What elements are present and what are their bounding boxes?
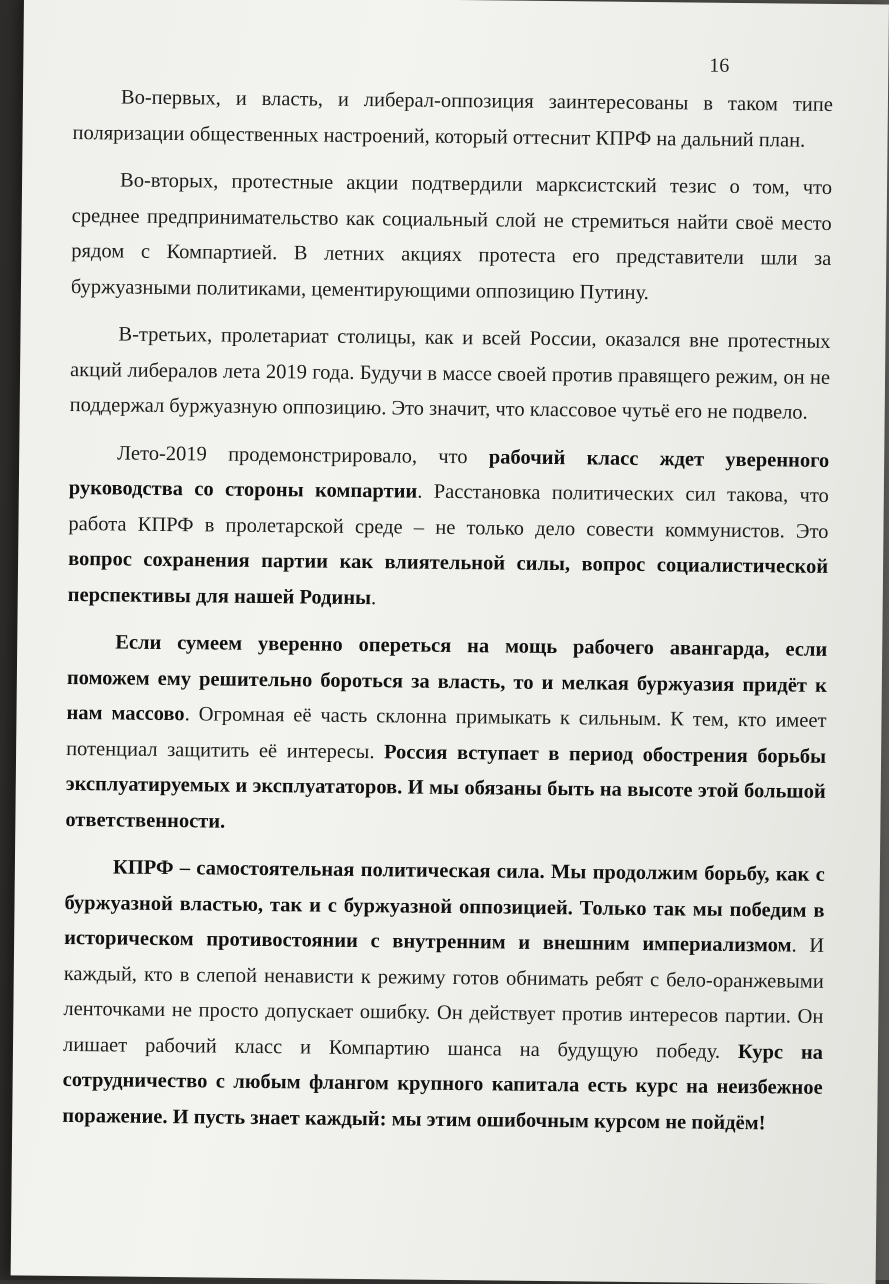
- paragraph-4-text-b: . Расстановка политических сил такова, что работа КПРФ в пролетарской среде – не только дело совести коммунистов. Это: [68, 480, 829, 543]
- paragraph-2-text: Во-вторых, протестные акции подтвердили марксистский тезис о том, что среднее предпринимательство как социальный слой не стремиться найти своё место рядом с Компартией. В летних акциях протеста его представители шли за буржуазными политиками, цементирующими оппозицию Путину.: [70, 169, 833, 304]
- paragraph-6-emphasis-a: КПРФ – самостоятельная политическая сила. Мы продолжим борьбу, как с буржуазной властью, так и с буржуазной оппозицией. Только так мы победим в историческом противостоянии с внутренним и внешним империализмом: [64, 856, 825, 957]
- paragraph-5-emphasis-a: Если сумеем уверенно опереться на мощь рабочего авангарда, если поможем ему решительно бороться за власть, то и мелкая буржуазия придёт к нам массово: [66, 631, 828, 726]
- page-number: 16: [709, 54, 730, 77]
- paragraph-4: [68, 435, 830, 620]
- paragraph-6-text-a: . И каждый, кто в слепой ненависти к режиму готов обнимать ребят с бело-оранжевыми ленточками не просто допускает ошибку. Он действует против интересов партии. Он лишает рабочий класс и Компартию шанса на будущую победу.: [62, 934, 825, 1063]
- document-page: [11, 0, 889, 1284]
- paragraph-6-emphasis-b: Курс на сотрудничество с любым флангом крупного капитала есть курс на неизбежное поражение. И пусть знает каждый: мы этим ошибочным курсом не пойдём!: [62, 1040, 824, 1134]
- paragraph-4-emphasis-a: рабочий класс ждет уверенного руководства со стороны компартии: [68, 445, 830, 503]
- paragraph-3-text: В-третьих, пролетариат столицы, как и всей России, оказался вне протестных акций либералов лета 2019 года. Будучи в массе своей против правящего режим, он не поддержал буржуазную оппозицию. Это значит, что классовое чутьё его не подвело.: [69, 323, 831, 424]
- paragraph-4-text-c: .: [371, 586, 377, 609]
- paragraph-3: [70, 317, 831, 431]
- paragraph-2: [71, 163, 832, 313]
- paragraph-5-text-a: . Огромная её часть склонна примыкать к сильным. К тем, кто имеет потенциал защитить её интересы.: [66, 703, 827, 763]
- paragraph-1: [72, 80, 833, 159]
- paragraph-1-text: Во-первых, и власть, и либерал-оппозиция заинтересованы в таком типе поляризации общественных настроений, который оттеснит КПРФ на дальний план.: [72, 86, 834, 152]
- paragraph-5: [65, 625, 827, 846]
- paragraph-6: [62, 850, 825, 1142]
- paragraph-4-emphasis-b: вопрос сохранения партии как влиятельной силы, вопрос социалистической перспективы для нашей Родины: [67, 547, 829, 609]
- document-body: [62, 80, 833, 1154]
- paragraph-4-text-a: Лето-2019 продемонстрировало, что: [117, 441, 489, 468]
- paragraph-5-emphasis-b: Россия вступает в период обострения борьбы эксплуатируемых и эксплуататоров. И мы обязаны быть на высоте этой большой ответственности.: [65, 740, 827, 833]
